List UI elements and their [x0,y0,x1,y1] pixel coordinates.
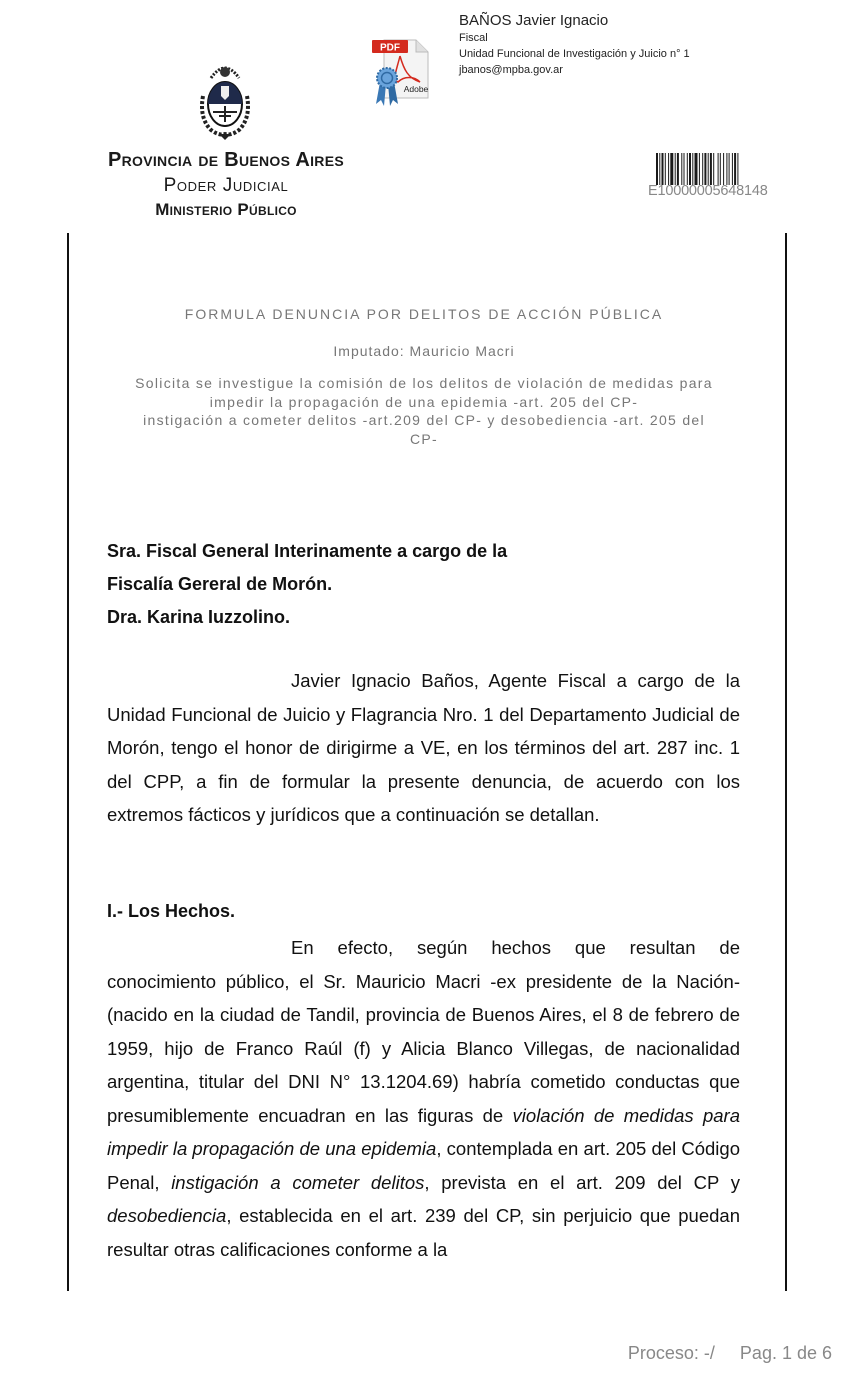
barcode-bar [723,153,724,185]
barcode-bar [665,153,666,185]
barcode-bar [668,153,669,185]
barcode-bar [687,153,688,185]
intro-paragraph [107,664,740,832]
coat-of-arms-icon [197,56,253,140]
proceso-label: Proceso: -/ [627,1343,715,1363]
barcode-bar [695,153,698,185]
barcode-bar [675,153,676,185]
page-border-right [785,233,787,1291]
summary-line: impedir la propagación de una epidemia -art. 205 del CP- [209,393,639,410]
document-title: FORMULA DENUNCIA POR DELITOS DE ACCIÓN PÚBLICA [184,306,664,322]
paragraph-text: , contemplada en art. 205 del Código Penal, [107,1138,740,1193]
barcode [656,153,780,185]
barcode-bar [720,153,721,185]
signer-name: BAÑOS Javier Ignacio [459,12,609,29]
barcode-bar [684,153,685,185]
summary-line: Solicita se investigue la comisión de los delitos de violación de medidas para [135,375,713,391]
barcode-bar [710,153,712,185]
signer-unit: Unidad Funcional de Investigación y Juicio n° 1 [459,48,690,60]
barcode-bar [708,153,709,185]
pdf-label: PDF [380,42,400,54]
institution-header [90,150,362,218]
paragraph-text: , establecida en el art. 239 del CP, sin perjuicio que puedan resultar otras calificaciones conforme a la [107,1205,740,1260]
section-heading: I.- Los Hechos. [107,901,236,921]
barcode-bar [713,153,714,185]
barcode-bar [659,153,660,185]
barcode-bar [702,153,703,185]
digital-signature-info [459,13,690,81]
paragraph-text: , prevista en el art. 209 del CP y [424,1171,740,1193]
barcode-bar [732,153,733,185]
page-footer [608,1344,832,1362]
institution-judiciary: Poder Judicial [163,175,289,196]
document-title-block [108,305,740,448]
barcode-bar [726,153,727,185]
barcode-bar [689,153,691,185]
signer-role: Fiscal [459,32,488,44]
summary-line: instigación a cometer delitos -art.209 del CP- y desobediencia -art. 205 del [143,412,705,428]
imputado-line: Imputado: Mauricio Macri [333,343,515,359]
page-border-left [67,233,69,1291]
document-summary [108,374,740,448]
barcode-bar [734,153,736,185]
institution-ministry: Ministerio Público [155,200,297,219]
barcode-bar [677,153,679,185]
barcode-number: E10000005648148 [648,183,768,199]
barcode-bar [737,153,738,185]
institution-province: Provincia de Buenos Aires [107,149,344,171]
facts-paragraph [107,931,740,1266]
intro-paragraph-text: Javier Ignacio Baños, Agente Fiscal a cargo de la Unidad Funcional de Juicio y Flagrancia Nro. 1 del Departamento Judicial de Morón, tengo el honor de dirigirme a VE, en los términos del art. 287 inc. 1 del CPP, a fin de formular la presente denuncia, de acuerdo con los extremos fácticos y jurídicos que a continuación se detallan. [107,670,740,825]
barcode-bar [670,153,673,185]
addressee-line: Dra. Karina Iuzzolino. [107,607,291,627]
legal-term: desobediencia [107,1205,227,1226]
barcode-bar [681,153,682,185]
page-number: Pag. 1 de 6 [739,1343,832,1363]
barcode-bar [718,153,719,185]
adobe-label: Adobe [403,84,429,94]
pdf-signature-icon [370,36,436,108]
paragraph-text: En efecto, según hechos que resultan de conocimiento público, el Sr. Mauricio Macri -ex presidente de la Nación- (nacido en la ciudad de Tandil, provincia de Buenos Aires, el 8 de febrero de 1959, hijo de Franco Raúl (f) y Alicia Blanco Villegas, de nacionalidad argentina, titular del DNI N° 13.1204.69) habría cometido conductas que presumiblemente encuadran en las figuras de [107,937,740,1126]
legal-term: instigación a cometer delitos [171,1171,425,1193]
barcode-bar [662,153,664,185]
signer-email: jbanos@mpba.gov.ar [459,64,563,76]
barcode-bar [692,153,693,185]
barcode-bar [699,153,700,185]
addressee-line: Fiscalía Gereral de Morón. [107,574,333,594]
barcode-bar [656,153,658,185]
summary-line: CP- [409,430,438,447]
addressee-line: Sra. Fiscal General Interinamente a cargo de la [107,541,508,561]
addressee-block [107,535,747,634]
legal-term: violación de medidas para impedir la propagación de una epidemia [107,1104,740,1159]
barcode-bar [704,153,706,185]
barcode-bar [729,153,730,185]
